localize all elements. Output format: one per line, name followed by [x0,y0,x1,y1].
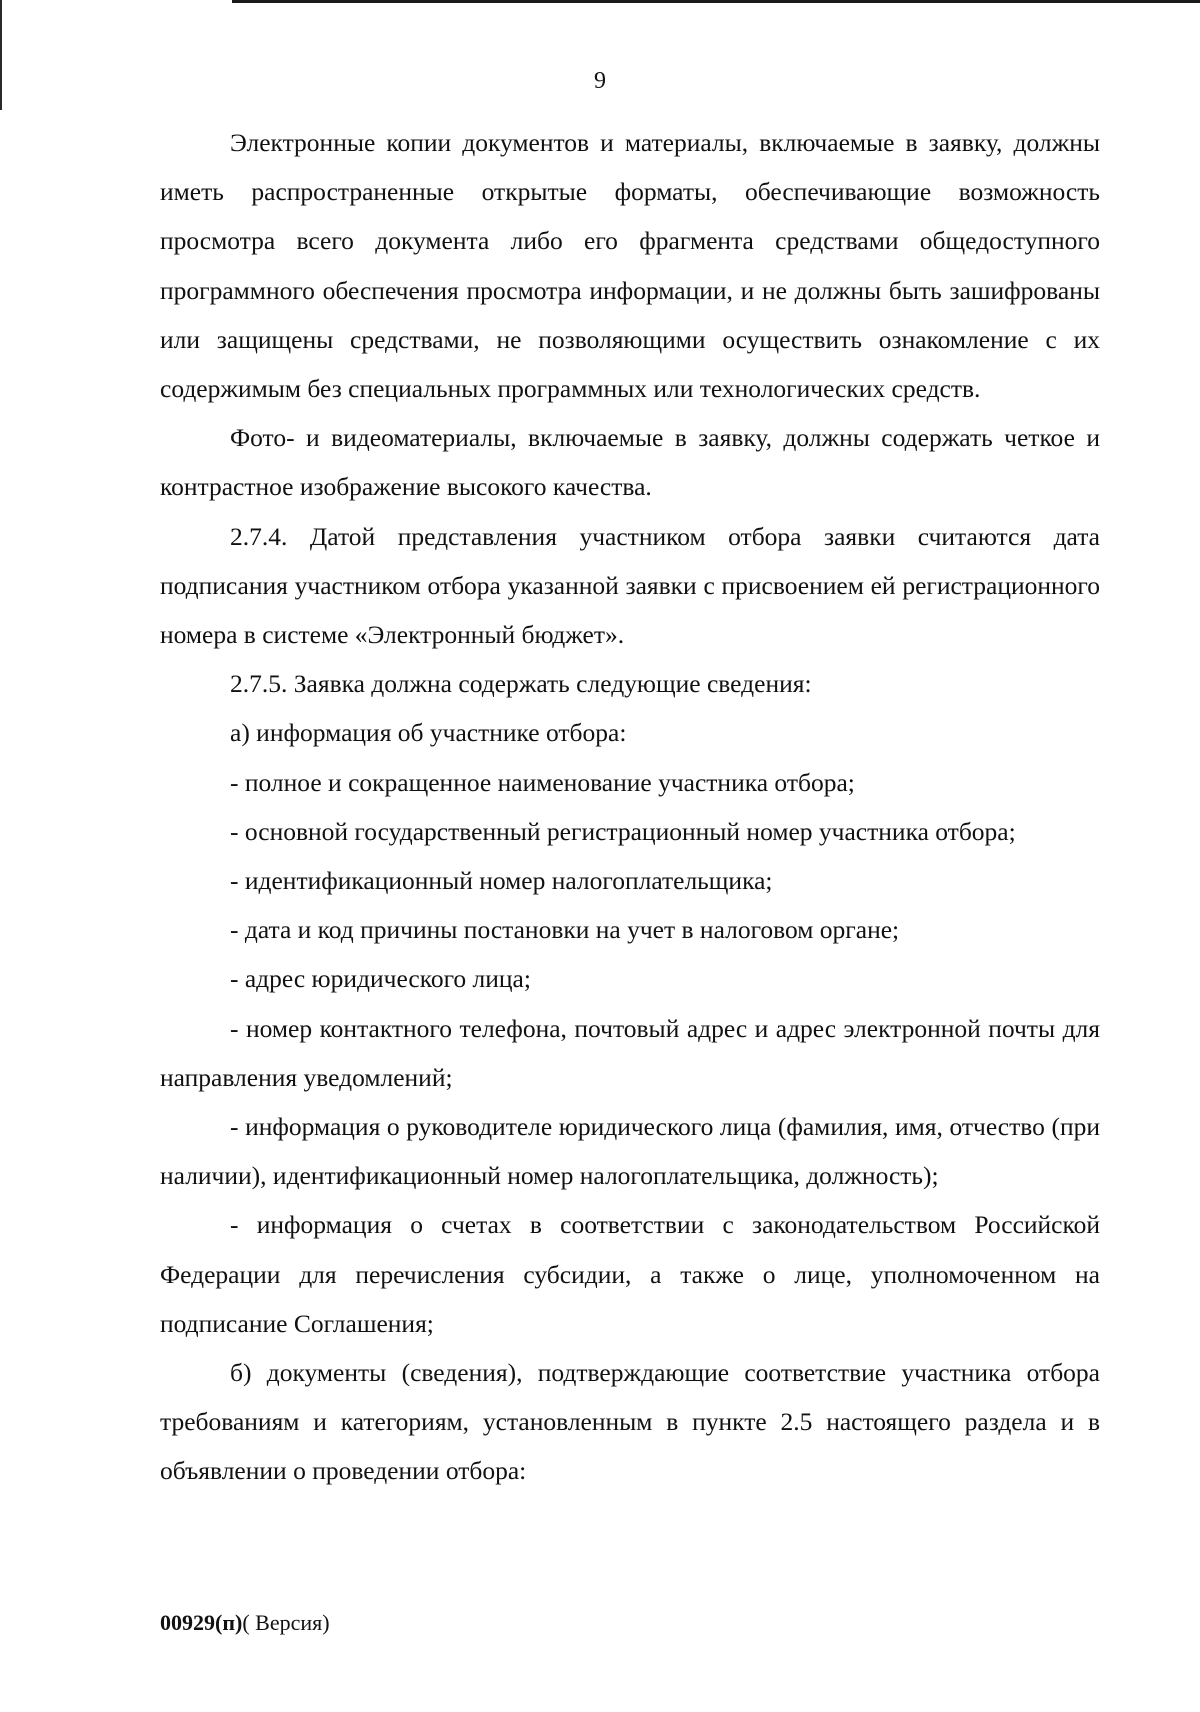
list-item-accounts: - информация о счетах в соответствии с законодательством Российской Федерации для перечисления субсидии, а также о лице, уполномоченном на подписание Соглашения; [160,1210,1100,1338]
paragraph-2-7-4: 2.7.4. Датой представления участником отбора заявки считаются дата подписания участником отбора указанной заявки с присвоением ей регистрационного номера в системе «Электронный бюджет». [160,521,1100,650]
list-item-contacts: - номер контактного телефона, почтовый адрес и адрес электронной почты для направления уведомлений; [160,1013,1100,1092]
paragraph-2-7-5: 2.7.5. Заявка должна содержать следующие сведения: [230,669,812,699]
document-body [160,118,1100,1496]
paragraph-electronic-copies: Электронные копии документов и материалы, включаемые в заявку, должны иметь распространенные открытые форматы, обеспечивающие возможность просмотра всего документа либо его фрагмента средствами общедоступного программного обеспечения просмотра информации, и не должны быть зашифрованы или защищены средствами, не позволяющими осуществить ознакомление с их содержимым без специальных программных или технологических средств. [160,128,1100,404]
list-item-full-name: - полное и сокращенное наименование участника отбора; [230,767,855,797]
list-item-a: а) информация об участнике отбора: [230,718,627,748]
document-code: 00929(п) [160,1610,243,1635]
list-item-inn: - идентификационный номер налогоплательщика; [230,866,773,896]
list-item-address: - адрес юридического лица; [230,964,531,994]
document-footer [160,1608,330,1638]
document-version: ( Версия) [242,1610,330,1635]
list-item-ogrn: - основной государственный регистрационный номер участника отбора; [230,816,1016,846]
paragraph-photo-video: Фото- и видеоматериалы, включаемые в заявку, должны содержать четкое и контрастное изображение высокого качества. [160,423,1100,502]
scan-top-rule [232,0,1200,3]
list-item-b: б) документы (сведения), подтверждающие соответствие участника отбора требованиям и категориям, установленным в пункте 2.5 настоящего раздела и в объявлении о проведении отбора: [160,1358,1100,1486]
list-item-kpp: - дата и код причины постановки на учет в налоговом органе; [230,915,900,945]
page-number: 9 [594,68,606,94]
list-item-head: - информация о руководителе юридического лица (фамилия, имя, отчество (при наличии), идентификационный номер налогоплательщика, должность); [160,1112,1100,1191]
